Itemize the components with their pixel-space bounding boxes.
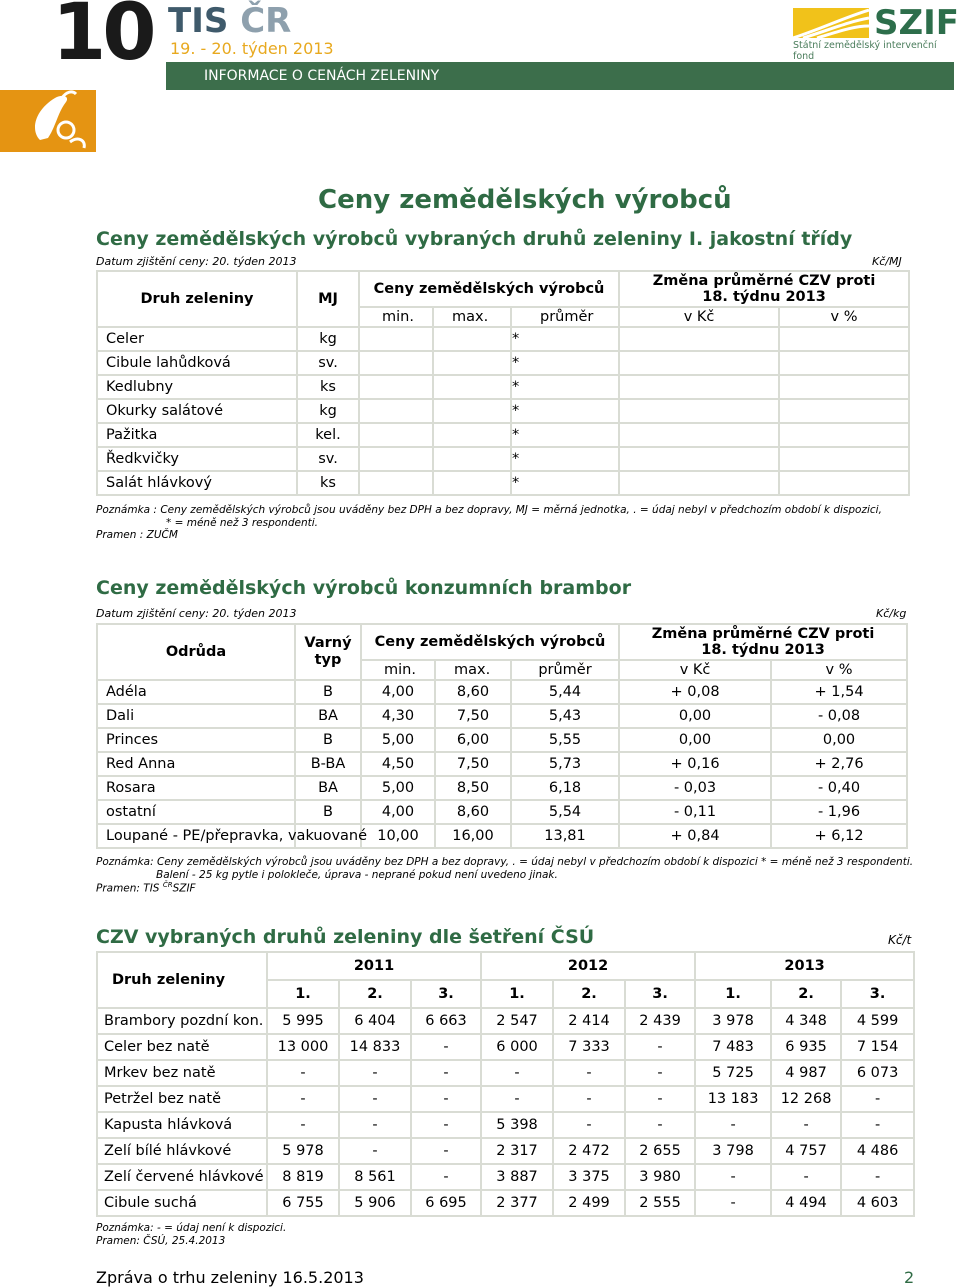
table-row: [97, 776, 907, 800]
cell-value: -: [267, 1086, 339, 1112]
cell-value: 6 000: [481, 1034, 553, 1060]
header-bar: [166, 62, 954, 90]
cell-value: 6 755: [267, 1190, 339, 1216]
col-zmena-line2: 18. týdnu 2013: [702, 289, 826, 305]
cell-value: 7 333: [553, 1034, 625, 1060]
table-row: [97, 1060, 914, 1086]
cell-prumer: *: [511, 375, 619, 399]
cell-value: 6 663: [411, 1008, 481, 1034]
col-max: max.: [433, 307, 511, 327]
cell-value: 6 935: [771, 1034, 841, 1060]
cell-max: 8,60: [435, 800, 511, 824]
cell-max: 8,60: [435, 680, 511, 704]
cell-druh: Petržel bez natě: [97, 1086, 267, 1112]
cell-min: [359, 327, 433, 351]
section2-note-line1: Poznámka: Ceny zemědělských výrobců jsou uváděny bez DPH a bez dopravy, . = údaj nebyl v předchozím období k dispozici * = méně než 3 respondenti.: [96, 856, 914, 868]
cell-max: [433, 375, 511, 399]
cell-value: 13 000: [267, 1034, 339, 1060]
cell-value: 4 599: [841, 1008, 914, 1034]
table-row: [97, 447, 909, 471]
cell-odruda: Dali: [97, 704, 295, 728]
cell-prumer: 5,44: [511, 680, 619, 704]
cell-max: [433, 351, 511, 375]
cell-odruda: Princes: [97, 728, 295, 752]
cell-vkc: [619, 423, 779, 447]
cell-odruda: Adéla: [97, 680, 295, 704]
cell-value: -: [411, 1138, 481, 1164]
cell-vpct: [779, 399, 909, 423]
cell-prumer: 5,73: [511, 752, 619, 776]
section1-unit: Kč/MJ: [872, 255, 902, 268]
cell-value: 7 154: [841, 1034, 914, 1060]
cell-value: -: [267, 1060, 339, 1086]
col-ceny2: Ceny zemědělských výrobců: [361, 624, 619, 660]
quarter-header: 3.: [411, 980, 481, 1008]
section2-source-prefix: Pramen: TIS: [96, 882, 163, 895]
col-vkc: v Kč: [619, 307, 779, 327]
cell-typ: BA: [295, 704, 361, 728]
cell-value: 2 655: [625, 1138, 695, 1164]
cell-value: -: [625, 1060, 695, 1086]
cell-vpct: - 0,40: [771, 776, 907, 800]
page-number: 2: [904, 1268, 915, 1287]
szif-subtitle: Státní zemědělský intervenční fond: [793, 40, 937, 62]
quarter-header: 1.: [695, 980, 771, 1008]
cell-value: 3 375: [553, 1164, 625, 1190]
cell-value: -: [339, 1060, 411, 1086]
cr-text: ČR: [240, 1, 292, 41]
quarter-header: 2.: [771, 980, 841, 1008]
cell-mj: ks: [297, 375, 359, 399]
cell-max: [433, 471, 511, 495]
quarter-header: 1.: [267, 980, 339, 1008]
cell-min: 5,00: [361, 776, 435, 800]
cell-druh: Pažitka: [97, 423, 297, 447]
col-zmena2: [619, 624, 907, 660]
cell-value: -: [339, 1086, 411, 1112]
cell-prumer: *: [511, 351, 619, 375]
section3-note-line: Poznámka: - = údaj není k dispozici.: [96, 1222, 287, 1234]
cell-vkc: + 0,16: [619, 752, 771, 776]
cell-prumer: *: [511, 327, 619, 351]
cell-value: 8 561: [339, 1164, 411, 1190]
cell-value: 3 978: [695, 1008, 771, 1034]
cell-min: [359, 471, 433, 495]
table-row: [97, 351, 909, 375]
quarter-header: 3.: [841, 980, 914, 1008]
cell-mj: ks: [297, 471, 359, 495]
footer-text: Zpráva o trhu zeleniny 16.5.2013: [96, 1268, 364, 1287]
cell-min: [359, 351, 433, 375]
table-row: [97, 1138, 914, 1164]
cell-value: 4 494: [771, 1190, 841, 1216]
section3-title: CZV vybraných druhů zeleniny dle šetření ČSÚ: [96, 926, 595, 948]
table-row: [97, 327, 909, 351]
cell-druh: Ředkvičky: [97, 447, 297, 471]
cell-value: -: [695, 1164, 771, 1190]
cell-value: -: [339, 1112, 411, 1138]
table-row: [97, 1190, 914, 1216]
cell-vpct: [779, 375, 909, 399]
section2-date: Datum zjištění ceny: 20. týden 2013: [96, 607, 297, 620]
cell-max: [433, 327, 511, 351]
section2-title: Ceny zemědělských výrobců konzumních brambor: [96, 577, 632, 599]
cell-prumer: 13,81: [511, 824, 619, 848]
cell-druh: Celer bez natě: [97, 1034, 267, 1060]
cell-value: 4 486: [841, 1138, 914, 1164]
cell-value: 4 348: [771, 1008, 841, 1034]
section2-unit: Kč/kg: [876, 607, 907, 620]
cell-value: 2 317: [481, 1138, 553, 1164]
cell-value: 14 833: [339, 1034, 411, 1060]
table-row: [97, 824, 907, 848]
table-row: [97, 1034, 914, 1060]
cell-min: 4,50: [361, 752, 435, 776]
cell-value: 2 499: [553, 1190, 625, 1216]
cell-vpct: [779, 447, 909, 471]
cell-mj: kel.: [297, 423, 359, 447]
cell-vkc: 0,00: [619, 728, 771, 752]
cell-vkc: 0,00: [619, 704, 771, 728]
cell-typ: B: [295, 680, 361, 704]
cell-max: [433, 447, 511, 471]
cell-druh: Celer: [97, 327, 297, 351]
cell-value: 2 547: [481, 1008, 553, 1034]
cell-value: 3 798: [695, 1138, 771, 1164]
cell-min: 4,00: [361, 680, 435, 704]
cell-druh: Zelí červené hlávkové: [97, 1164, 267, 1190]
table-row: [97, 1008, 914, 1034]
cell-value: 4 603: [841, 1190, 914, 1216]
cell-prumer: *: [511, 471, 619, 495]
table-row: [97, 728, 907, 752]
cell-vkc: [619, 399, 779, 423]
cell-typ: B: [295, 800, 361, 824]
year-header: 2012: [481, 952, 695, 980]
cell-min: [359, 399, 433, 423]
table-row: [97, 704, 907, 728]
cell-value: 5 978: [267, 1138, 339, 1164]
cell-vkc: + 0,08: [619, 680, 771, 704]
section1-title: Ceny zemědělských výrobců vybraných druhů zeleniny I. jakostní třídy: [96, 228, 853, 250]
section3-note: [96, 1222, 286, 1247]
cell-prumer: *: [511, 399, 619, 423]
quarter-header: 1.: [481, 980, 553, 1008]
section2-note-line2: Balení - 25 kg pytle i polokleče, úprava - neprané pokud není uvedeno jinak.: [156, 868, 558, 881]
cell-value: -: [625, 1034, 695, 1060]
cell-value: -: [481, 1086, 553, 1112]
cell-vpct: + 1,54: [771, 680, 907, 704]
cell-typ: B: [295, 728, 361, 752]
quarter-header: 3.: [625, 980, 695, 1008]
table-row: [97, 471, 909, 495]
page-title: Ceny zemědělských výrobců: [318, 185, 732, 215]
cell-value: 5 906: [339, 1190, 411, 1216]
issue-number: 10: [52, 0, 153, 78]
cell-vpct: [779, 423, 909, 447]
vegetable-logo: [0, 90, 96, 152]
cell-prumer: 6,18: [511, 776, 619, 800]
cell-value: 5 398: [481, 1112, 553, 1138]
cell-min: 10,00: [361, 824, 435, 848]
year-header: 2013: [695, 952, 914, 980]
cell-vpct: - 1,96: [771, 800, 907, 824]
cell-min: 5,00: [361, 728, 435, 752]
cell-value: -: [411, 1060, 481, 1086]
cell-value: 2 472: [553, 1138, 625, 1164]
col-zmena2-line1: Změna průměrné CZV proti: [651, 626, 875, 642]
table-row: [97, 375, 909, 399]
section3-unit: Kč/t: [888, 933, 912, 947]
col-varny-line1: Varný: [304, 635, 352, 651]
cell-vpct: [779, 327, 909, 351]
cell-vpct: + 2,76: [771, 752, 907, 776]
table-row: [97, 423, 909, 447]
vegetables-price-table: [96, 270, 910, 496]
cell-value: -: [553, 1086, 625, 1112]
cell-max: 16,00: [435, 824, 511, 848]
cell-druh: Cibule suchá: [97, 1190, 267, 1216]
cell-vkc: + 0,84: [619, 824, 771, 848]
cell-value: -: [481, 1060, 553, 1086]
col-druh: Druh zeleniny: [97, 271, 297, 327]
cell-vkc: [619, 351, 779, 375]
cell-typ: B-BA: [295, 752, 361, 776]
cell-mj: kg: [297, 327, 359, 351]
cell-value: 2 555: [625, 1190, 695, 1216]
cell-mj: sv.: [297, 447, 359, 471]
cell-value: -: [841, 1164, 914, 1190]
cell-max: 7,50: [435, 704, 511, 728]
cell-value: 7 483: [695, 1034, 771, 1060]
cell-max: [433, 399, 511, 423]
section1-date: Datum zjištění ceny: 20. týden 2013: [96, 255, 297, 268]
cell-value: 5 725: [695, 1060, 771, 1086]
cell-odruda: Red Anna: [97, 752, 295, 776]
cell-vpct: 0,00: [771, 728, 907, 752]
cell-value: 4 757: [771, 1138, 841, 1164]
table-row: [97, 399, 909, 423]
cell-value: 6 404: [339, 1008, 411, 1034]
week-label: 19. - 20. týden 2013: [170, 39, 334, 58]
col-ceny: Ceny zemědělských výrobců: [359, 271, 619, 307]
cell-min: [359, 423, 433, 447]
cell-value: 6 695: [411, 1190, 481, 1216]
cell-min: [359, 375, 433, 399]
cell-vkc: - 0,03: [619, 776, 771, 800]
cell-druh: Kedlubny: [97, 375, 297, 399]
cell-druh: Brambory pozdní kon.: [97, 1008, 267, 1034]
table-row: [97, 800, 907, 824]
tis-logo: [168, 1, 292, 41]
tis-text: TIS: [168, 1, 229, 41]
cell-value: -: [625, 1112, 695, 1138]
col-prumer2: průměr: [511, 660, 619, 680]
quarter-header: 2.: [553, 980, 625, 1008]
col-prumer: průměr: [511, 307, 619, 327]
cell-druh: Okurky salátové: [97, 399, 297, 423]
cell-value: 4 987: [771, 1060, 841, 1086]
section2-note: [96, 856, 926, 895]
cell-vkc: - 0,11: [619, 800, 771, 824]
cell-value: -: [411, 1164, 481, 1190]
cell-value: -: [695, 1112, 771, 1138]
cell-vpct: + 6,12: [771, 824, 907, 848]
cell-typ: BA: [295, 776, 361, 800]
cell-prumer: 5,55: [511, 728, 619, 752]
col-vkc2: v Kč: [619, 660, 771, 680]
year-header: 2011: [267, 952, 481, 980]
quarter-header: 2.: [339, 980, 411, 1008]
cell-value: -: [267, 1112, 339, 1138]
section1-note-line1: Poznámka : Ceny zemědělských výrobců jsou uváděny bez DPH a bez dopravy, MJ = měrná jednotka, . = údaj nebyl v předchozím období k dispozici,: [96, 504, 882, 516]
col-zmena: [619, 271, 909, 307]
cell-value: 2 414: [553, 1008, 625, 1034]
cell-max: 6,00: [435, 728, 511, 752]
col-druh3: Druh zeleniny: [97, 952, 267, 1008]
cell-vpct: [779, 351, 909, 375]
cell-min: 4,00: [361, 800, 435, 824]
pepper-icon: [0, 90, 96, 152]
cell-value: 6 073: [841, 1060, 914, 1086]
cell-prumer: *: [511, 423, 619, 447]
cell-value: -: [771, 1164, 841, 1190]
cell-max: [433, 423, 511, 447]
table-row: [97, 1164, 914, 1190]
section1-source: Pramen : ZUČM: [96, 529, 178, 542]
cell-value: 3 980: [625, 1164, 695, 1190]
cell-value: -: [411, 1112, 481, 1138]
cell-value: -: [771, 1112, 841, 1138]
cell-value: -: [841, 1112, 914, 1138]
cell-vpct: - 0,08: [771, 704, 907, 728]
col-vpct2: v %: [771, 660, 907, 680]
cell-odruda: Loupané - PE/přepravka, vakuované: [97, 824, 295, 848]
szif-title: SZIF: [874, 3, 960, 43]
col-zmena2-line2: 18. týdnu 2013: [701, 642, 825, 658]
cell-value: 5 995: [267, 1008, 339, 1034]
header-bar-title: INFORMACE O CENÁCH ZELENINY: [204, 68, 440, 84]
section2-source-suffix: SZIF: [172, 882, 196, 895]
cell-druh: Cibule lahůdková: [97, 351, 297, 375]
col-odruda: Odrůda: [97, 624, 295, 680]
cell-value: -: [553, 1112, 625, 1138]
cell-value: 12 268: [771, 1086, 841, 1112]
col-min: min.: [359, 307, 433, 327]
cell-odruda: ostatní: [97, 800, 295, 824]
cell-max: 8,50: [435, 776, 511, 800]
cell-value: -: [339, 1138, 411, 1164]
cell-mj: sv.: [297, 351, 359, 375]
cell-odruda: Rosara: [97, 776, 295, 800]
cell-value: 2 377: [481, 1190, 553, 1216]
cell-value: -: [695, 1190, 771, 1216]
table-row: [97, 1112, 914, 1138]
cell-value: -: [841, 1086, 914, 1112]
cell-value: 13 183: [695, 1086, 771, 1112]
cell-prumer: *: [511, 447, 619, 471]
cell-min: [359, 447, 433, 471]
cell-value: 8 819: [267, 1164, 339, 1190]
potato-price-table: [96, 623, 908, 849]
cell-min: 4,30: [361, 704, 435, 728]
table-row: [97, 752, 907, 776]
cell-value: -: [625, 1086, 695, 1112]
col-varny: [295, 624, 361, 680]
cell-prumer: 5,43: [511, 704, 619, 728]
cell-vkc: [619, 447, 779, 471]
section2-source-sup: ČR: [162, 881, 173, 890]
cell-druh: Mrkev bez natě: [97, 1060, 267, 1086]
cell-max: 7,50: [435, 752, 511, 776]
cell-value: -: [411, 1034, 481, 1060]
cell-vkc: [619, 327, 779, 351]
col-vpct: v %: [779, 307, 909, 327]
cell-druh: Zelí bílé hlávkové: [97, 1138, 267, 1164]
col-min2: min.: [361, 660, 435, 680]
section1-note: [96, 504, 916, 542]
col-varny-line2: typ: [314, 652, 342, 668]
cell-value: 3 887: [481, 1164, 553, 1190]
cell-mj: kg: [297, 399, 359, 423]
section1-note-line2: * = méně než 3 respondenti.: [166, 516, 318, 529]
table-row: [97, 1086, 914, 1112]
section3-source: Pramen: ČSÚ, 25.4.2013: [96, 1234, 226, 1247]
csu-price-table: [96, 951, 915, 1217]
table-row: [97, 680, 907, 704]
cell-druh: Kapusta hlávková: [97, 1112, 267, 1138]
cell-vkc: [619, 471, 779, 495]
cell-value: 2 439: [625, 1008, 695, 1034]
szif-emblem: [793, 6, 869, 44]
cell-value: -: [411, 1086, 481, 1112]
col-mj: MJ: [297, 271, 359, 327]
section2-source: [96, 881, 926, 895]
col-zmena-line1: Změna průměrné CZV proti: [652, 273, 876, 289]
cell-prumer: 5,54: [511, 800, 619, 824]
cell-value: -: [553, 1060, 625, 1086]
col-max2: max.: [435, 660, 511, 680]
szif-stripes-icon: [793, 6, 869, 40]
cell-vpct: [779, 471, 909, 495]
cell-druh: Salát hlávkový: [97, 471, 297, 495]
cell-vkc: [619, 375, 779, 399]
